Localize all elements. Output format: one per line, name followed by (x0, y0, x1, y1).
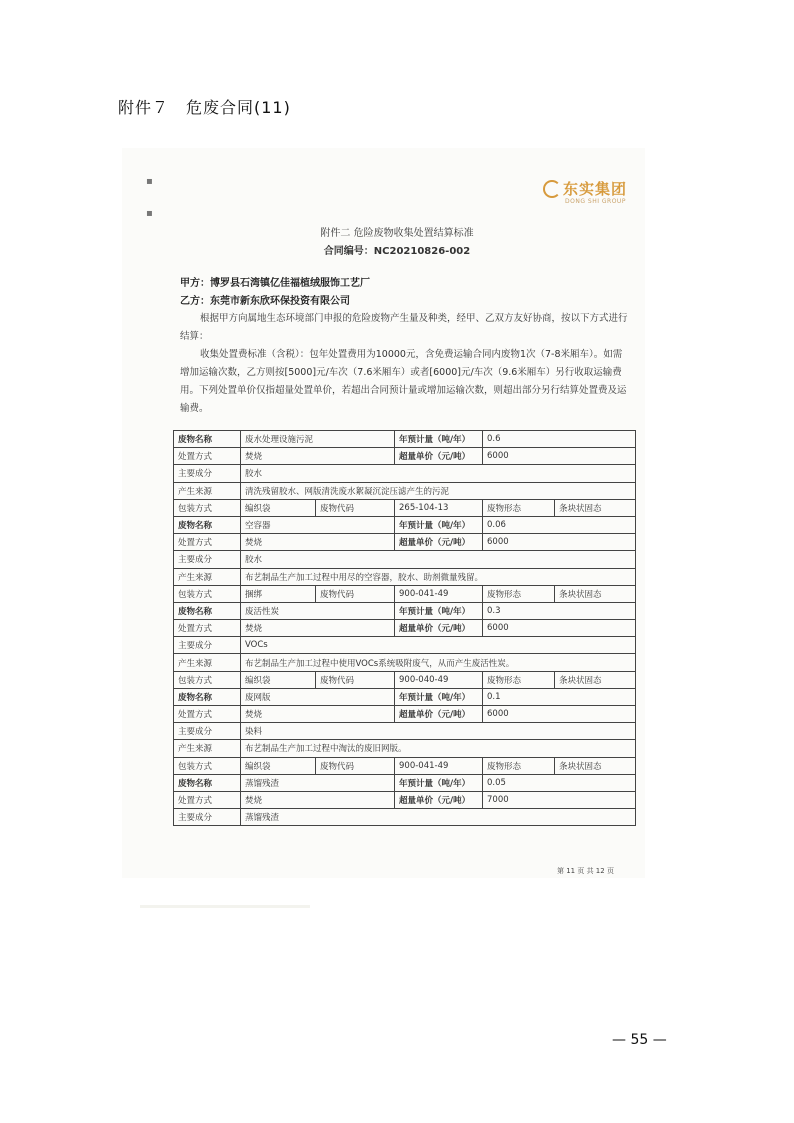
label-disposal-method: 处置方式 (174, 791, 241, 808)
main-component: 蒸馏残渣 (241, 809, 636, 826)
label-disposal-method: 处置方式 (174, 448, 241, 465)
scan-speck: ▪ (146, 208, 153, 219)
main-component: VOCs (241, 637, 636, 654)
waste-name: 蒸馏残渣 (241, 774, 395, 791)
component-row (174, 809, 636, 826)
package-method: 捆绑 (241, 585, 316, 602)
scan-faint-line (140, 905, 310, 908)
waste-name-row (174, 774, 636, 791)
waste-form: 条块状固态 (555, 585, 636, 602)
party-a: 甲方：博罗县石湾镇亿佳福植绒服饰工艺厂 (180, 278, 370, 289)
main-component: 胶水 (241, 551, 636, 568)
package-method: 编织袋 (241, 757, 316, 774)
disposal-method: 焚烧 (241, 706, 395, 723)
label-annual-amount: 年预计量（吨/年） (395, 774, 483, 791)
main-component: 胶水 (241, 465, 636, 482)
method-row (174, 791, 636, 808)
label-excess-price: 超量单价（元/吨） (395, 620, 483, 637)
fee-paragraph: 收集处置费标准（含税）：包年处置费用为10000元，含免费运输合同内废物1次（7-8米厢车）。如需增加运输次数，乙方则按[5000]元/车次（7.6米厢车）或者[6000]元/车次（9.6米厢车）另行收取运输费用。下列处置单价仅指超量处置单价，若超出合同预计量或增加运输次数，则超出部分另行结算处置费及运输费。 (180, 349, 627, 414)
method-row (174, 706, 636, 723)
label-waste-code: 废物代码 (316, 671, 395, 688)
package-method: 编织袋 (241, 671, 316, 688)
label-package: 包装方式 (174, 499, 241, 516)
label-excess-price: 超量单价（元/吨） (395, 448, 483, 465)
label-waste-name: 废物名称 (174, 602, 241, 619)
document-title: 附件二 危险废物收集处置结算标准 (320, 228, 474, 239)
label-annual-amount: 年预计量（吨/年） (395, 602, 483, 619)
disposal-method: 焚烧 (241, 791, 395, 808)
logo-subtitle: DONG SHI GROUP (565, 198, 626, 205)
excess-price: 6000 (483, 534, 636, 551)
label-waste-form: 废物形态 (483, 671, 555, 688)
excess-price: 6000 (483, 620, 636, 637)
waste-source: 清洗残留胶水、网版清洗废水絮凝沉淀压滤产生的污泥 (241, 482, 636, 499)
label-excess-price: 超量单价（元/吨） (395, 534, 483, 551)
waste-name-row (174, 688, 636, 705)
waste-form: 条块状固态 (555, 499, 636, 516)
label-disposal-method: 处置方式 (174, 706, 241, 723)
component-row (174, 551, 636, 568)
waste-code: 900-041-49 (395, 585, 483, 602)
label-source: 产生来源 (174, 654, 241, 671)
label-main-component: 主要成分 (174, 551, 241, 568)
party-b: 乙方：东莞市新东欣环保投资有限公司 (180, 296, 350, 307)
method-row (174, 534, 636, 551)
waste-name: 空容器 (241, 516, 395, 533)
annual-amount: 0.3 (483, 602, 636, 619)
logo-name: 东实集团 (563, 180, 628, 198)
label-disposal-method: 处置方式 (174, 534, 241, 551)
label-waste-name: 废物名称 (174, 431, 241, 448)
annex-title: 附件７ 危废合同(11) (118, 98, 291, 117)
package-method: 编织袋 (241, 499, 316, 516)
label-waste-name: 废物名称 (174, 774, 241, 791)
excess-price: 6000 (483, 706, 636, 723)
disposal-method: 焚烧 (241, 448, 395, 465)
label-annual-amount: 年预计量（吨/年） (395, 688, 483, 705)
disposal-method: 焚烧 (241, 620, 395, 637)
label-waste-form: 废物形态 (483, 585, 555, 602)
label-package: 包装方式 (174, 671, 241, 688)
package-row (174, 499, 636, 516)
annual-amount: 0.06 (483, 516, 636, 533)
contract-number: 合同编号：NC20210826-002 (323, 246, 471, 257)
label-waste-code: 废物代码 (316, 757, 395, 774)
main-component: 染料 (241, 723, 636, 740)
component-row (174, 723, 636, 740)
excess-price: 7000 (483, 791, 636, 808)
waste-name: 废网版 (241, 688, 395, 705)
source-row (174, 568, 636, 585)
label-package: 包装方式 (174, 757, 241, 774)
logo-mark-icon (543, 180, 561, 198)
method-row (174, 448, 636, 465)
waste-code: 265-104-13 (395, 499, 483, 516)
label-main-component: 主要成分 (174, 723, 241, 740)
label-waste-code: 废物代码 (316, 499, 395, 516)
label-annual-amount: 年预计量（吨/年） (395, 431, 483, 448)
waste-form: 条块状固态 (555, 757, 636, 774)
label-excess-price: 超量单价（元/吨） (395, 706, 483, 723)
package-row (174, 671, 636, 688)
label-waste-form: 废物形态 (483, 757, 555, 774)
label-disposal-method: 处置方式 (174, 620, 241, 637)
waste-table-body (174, 431, 636, 826)
label-main-component: 主要成分 (174, 637, 241, 654)
label-source: 产生来源 (174, 482, 241, 499)
label-package: 包装方式 (174, 585, 241, 602)
package-row (174, 585, 636, 602)
label-excess-price: 超量单价（元/吨） (395, 791, 483, 808)
excess-price: 6000 (483, 448, 636, 465)
label-waste-code: 废物代码 (316, 585, 395, 602)
waste-source: 布艺制品生产加工过程中淘汰的废旧网版。 (241, 740, 636, 757)
component-row (174, 465, 636, 482)
annual-amount: 0.6 (483, 431, 636, 448)
waste-source: 布艺制品生产加工过程中使用VOCs系统吸附废气，从而产生废活性炭。 (241, 654, 636, 671)
waste-source: 布艺制品生产加工过程中用尽的空容器，胶水、助剂微量残留。 (241, 568, 636, 585)
disposal-method: 焚烧 (241, 534, 395, 551)
label-annual-amount: 年预计量（吨/年） (395, 516, 483, 533)
label-main-component: 主要成分 (174, 465, 241, 482)
waste-name-row (174, 431, 636, 448)
company-logo (543, 178, 633, 212)
method-row (174, 620, 636, 637)
waste-name-row (174, 516, 636, 533)
source-row (174, 482, 636, 499)
waste-code: 900-040-49 (395, 671, 483, 688)
waste-name: 废活性炭 (241, 602, 395, 619)
annual-amount: 0.1 (483, 688, 636, 705)
waste-name: 废水处理设施污泥 (241, 431, 395, 448)
annual-amount: 0.05 (483, 774, 636, 791)
label-source: 产生来源 (174, 568, 241, 585)
scan-speck: ▪ (146, 176, 153, 187)
waste-table (173, 430, 636, 826)
label-waste-form: 废物形态 (483, 499, 555, 516)
package-row (174, 757, 636, 774)
label-main-component: 主要成分 (174, 809, 241, 826)
waste-form: 条块状固态 (555, 671, 636, 688)
waste-name-row (174, 602, 636, 619)
component-row (174, 637, 636, 654)
label-waste-name: 废物名称 (174, 688, 241, 705)
label-source: 产生来源 (174, 740, 241, 757)
page-footer: 第 11 页 共 12 页 (557, 867, 614, 875)
waste-code: 900-041-49 (395, 757, 483, 774)
intro-paragraph: 根据甲方向属地生态环境部门申报的危险废物产生量及种类，经甲、乙双方友好协商，按以下方式进行结算： (180, 313, 628, 342)
label-waste-name: 废物名称 (174, 516, 241, 533)
source-row (174, 740, 636, 757)
page-number: — 55 — (612, 1032, 667, 1048)
source-row (174, 654, 636, 671)
